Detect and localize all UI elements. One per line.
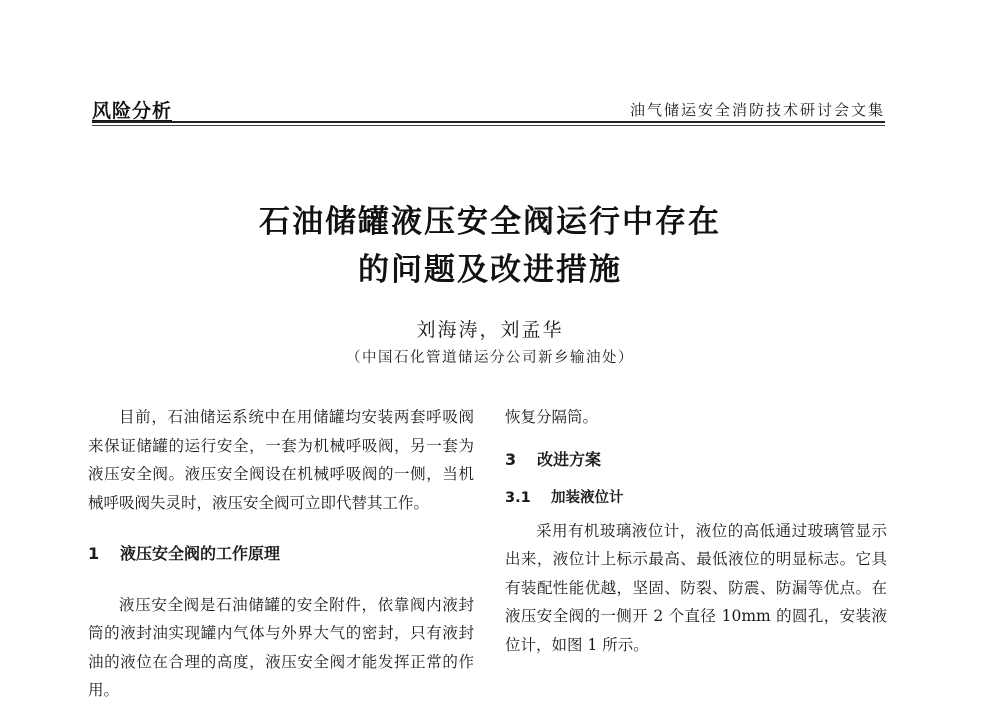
section-tag: 风险分析 [92,100,173,122]
subsection-3-1-title: 加装液位计 [551,490,624,506]
left-column [88,403,474,701]
right-column [505,403,887,659]
header-rule [92,121,885,123]
section-1-number: 1 [88,544,100,563]
article-title [100,198,880,294]
section-3-title: 改进方案 [537,449,602,469]
section-1-body: 液压安全阀是石油储罐的安全附件，依靠阀内液封筒的液封油实现罐内气体与外界大气的密封，只有液封油的液位在合理的高度，液压安全阀才能发挥正常的作用。 [88,595,474,699]
journal-name: 油气储运安全消防技术研讨会文集 [629,101,885,119]
section-3-number: 3 [505,449,517,469]
authors: 刘海涛，刘孟华 [416,319,564,341]
continuation-paragraph: 恢复分隔筒。 [505,408,599,426]
intro-paragraph: 目前，石油储运系统中在用储罐均安装两套呼吸阀来保证储罐的运行安全，一套为机械呼吸阀，另一套为液压安全阀。液压安全阀设在机械呼吸阀的一侧，当机械呼吸阀失灵时，液压安全阀可立即代替其工作。 [88,408,474,512]
subsection-3-1-heading [505,484,887,513]
affiliation: （中国石化管道储运分公司新乡输油处） [346,350,634,366]
header-rule-thin [92,125,885,126]
subsection-3-1-number: 3.1 [505,490,531,506]
section-3-heading [505,446,887,475]
subsection-3-1-body: 采用有机玻璃液位计，液位的高低通过玻璃管显示出来，液位计上标示最高、最低液位的明显标志。它具有装配性能优越，坚固、防裂、防震、防漏等优点。在液压安全阀的一侧开 2 个直径 10mm 的圆孔，安装液位计，如图 1 所示。 [505,521,887,654]
section-1-heading [88,540,474,569]
section-1-title: 液压安全阀的工作原理 [120,544,281,563]
article-title-line1: 石油储罐液压安全阀运行中存在 [259,204,721,240]
article-title-line2: 的问题及改进措施 [358,252,622,288]
